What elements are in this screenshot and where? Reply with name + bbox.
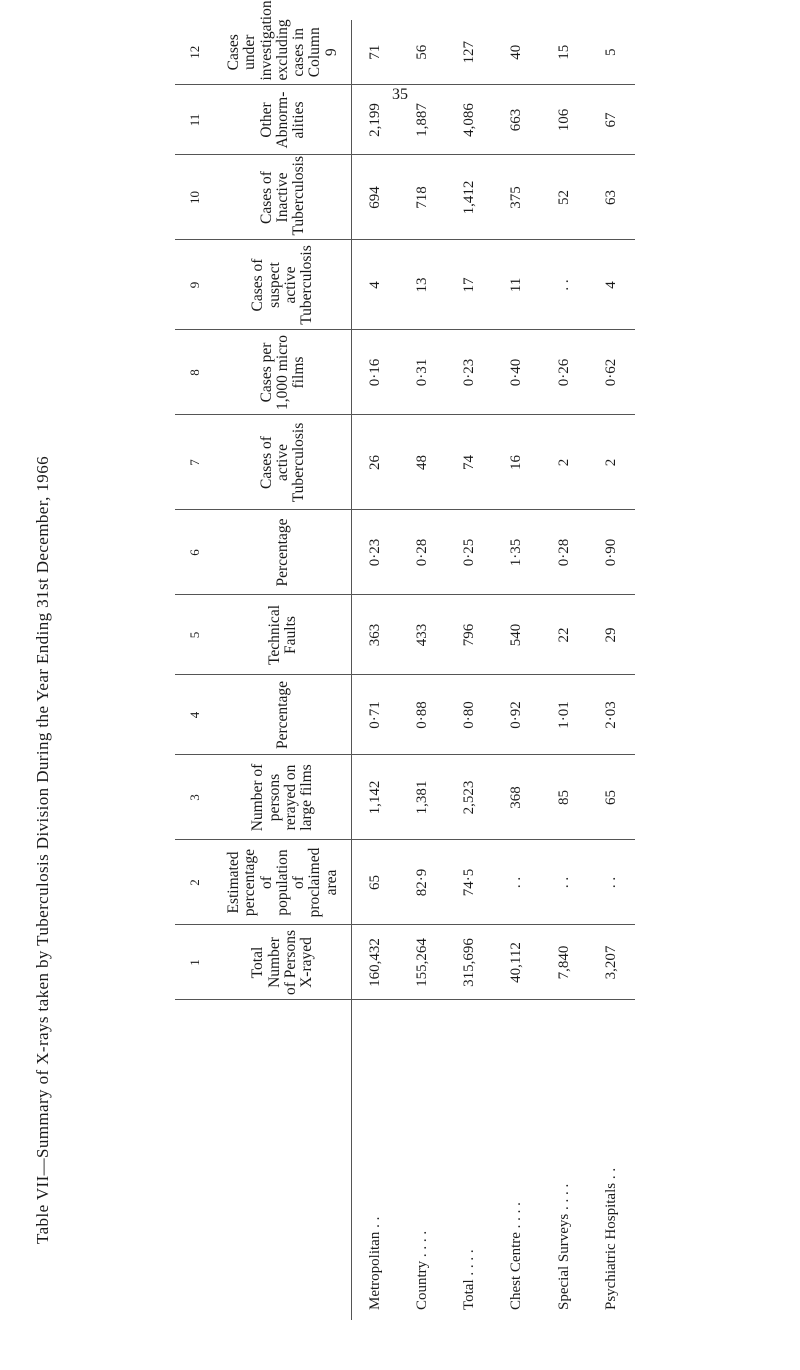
table-cell: 0·26 [541,330,588,415]
table-row [399,20,446,1320]
table-title: Table VII—Summary of X-rays taken by Tuberculosis Division During the Year Ending 31st December, 1966 [33,455,52,1244]
table-cell: 71 [351,20,399,85]
column-number-row [175,20,215,1320]
table-cell: 0·40 [493,330,540,415]
column-number: 7 [175,415,215,510]
table-cell: 74 [446,415,493,510]
table-cell: 1,412 [446,155,493,240]
table-cell: 3,207 [588,925,635,1000]
table-cell: 7,840 [541,925,588,1000]
table-row [351,20,399,1320]
row-label: Psychiatric Hospitals . . [602,1167,619,1310]
column-number: 8 [175,330,215,415]
column-header: Estimated percentage of population of proclaimed area [215,840,351,925]
column-header: Cases of active Tuberculosis [215,415,351,510]
table-cell: 433 [399,595,446,675]
page-number: 35 [392,86,408,103]
column-header: Cases of Inactive Tuberculosis [215,155,351,240]
table-cell: 11 [493,240,540,330]
table-cell: 368 [493,755,540,840]
table-cell: . . [541,840,588,925]
table-cell: 0·31 [399,330,446,415]
row-label-header-blank [215,1000,351,1320]
table-cell: 0·28 [541,510,588,595]
table-row [588,20,635,1320]
table-cell: 5 [588,20,635,85]
table-cell: 63 [588,155,635,240]
table-cell: 0·16 [351,330,399,415]
table-cell: 0·92 [493,675,540,755]
table-cell: 663 [493,85,540,155]
table-cell: 106 [541,85,588,155]
table-cell: 4 [588,240,635,330]
table-cell: 2,199 [351,85,399,155]
row-label: Total . . . . [461,1249,478,1310]
table-cell: 29 [588,595,635,675]
column-header-row [215,20,351,1320]
summary-table [175,0,635,1320]
table-cell: 1·35 [493,510,540,595]
table-cell: 0·28 [399,510,446,595]
table-cell: 1,142 [351,755,399,840]
table-cell: 363 [351,595,399,675]
table-row [493,20,540,1320]
table-cell: 52 [541,155,588,240]
table-cell: 82·9 [399,840,446,925]
table-cell: 2 [588,415,635,510]
table-cell: . . [588,840,635,925]
column-number: 4 [175,675,215,755]
column-number: 10 [175,155,215,240]
table-cell: 40,112 [493,925,540,1000]
column-number: 9 [175,240,215,330]
table-cell: 56 [399,20,446,85]
table-cell: . . [493,840,540,925]
table-cell: 375 [493,155,540,240]
table-cell: 0·80 [446,675,493,755]
row-label: Metropolitan . . [366,1216,383,1310]
column-number: 12 [175,20,215,85]
table-cell: 540 [493,595,540,675]
column-header: Percentage [215,510,351,595]
table-cell: 67 [588,85,635,155]
table-cell: 0·23 [446,330,493,415]
table-cell: 1·01 [541,675,588,755]
table-cell: 48 [399,415,446,510]
table-cell: 1,381 [399,755,446,840]
row-label: Country . . . . [414,1230,431,1310]
table-row [446,20,493,1320]
column-header: Cases under investigation excluding cases in Column 9 [215,20,351,85]
table-cell: 22 [541,595,588,675]
column-header: Cases of suspect active Tuberculosis [215,240,351,330]
table-cell: 16 [493,415,540,510]
table-cell: 155,264 [399,925,446,1000]
column-number: 6 [175,510,215,595]
table-cell: 0·23 [351,510,399,595]
column-number-blank [175,1000,215,1320]
column-header: Number of persons rerayed on large films [215,755,351,840]
table-cell: 0·71 [351,675,399,755]
table-cell: 13 [399,240,446,330]
table-cell: 4,086 [446,85,493,155]
table-cell: 17 [446,240,493,330]
table-cell: . . [541,240,588,330]
column-header: Percentage [215,675,351,755]
table-cell: 74·5 [446,840,493,925]
table-cell: 85 [541,755,588,840]
table-cell: 0·25 [446,510,493,595]
table-cell: 718 [399,155,446,240]
table-cell: 0·88 [399,675,446,755]
table-cell: 4 [351,240,399,330]
column-header: Cases per 1,000 micro films [215,330,351,415]
table-cell: 40 [493,20,540,85]
table-cell: 2 [541,415,588,510]
row-label: Chest Centre . . . . [508,1202,525,1310]
summary-table-rotated [175,0,635,1320]
column-header: Other Abnorm-alities [215,85,351,155]
column-header: Total Number of Persons X-rayed [215,925,351,1000]
table-cell: 315,696 [446,925,493,1000]
column-number: 11 [175,85,215,155]
table-cell: 796 [446,595,493,675]
table-cell: 2,523 [446,755,493,840]
table-cell: 694 [351,155,399,240]
table-cell: 2·03 [588,675,635,755]
table-cell: 65 [351,840,399,925]
column-number: 5 [175,595,215,675]
column-number: 1 [175,925,215,1000]
column-header: Technical Faults [215,595,351,675]
row-label: Special Surveys . . . . [555,1183,572,1310]
table-cell: 160,432 [351,925,399,1000]
table-cell: 0·62 [588,330,635,415]
table-cell: 26 [351,415,399,510]
column-number: 3 [175,755,215,840]
table-row [541,20,588,1320]
table-cell: 127 [446,20,493,85]
table-cell: 0·90 [588,510,635,595]
table-cell: 15 [541,20,588,85]
table-cell: 1,887 [399,85,446,155]
table-cell: 65 [588,755,635,840]
column-number: 2 [175,840,215,925]
